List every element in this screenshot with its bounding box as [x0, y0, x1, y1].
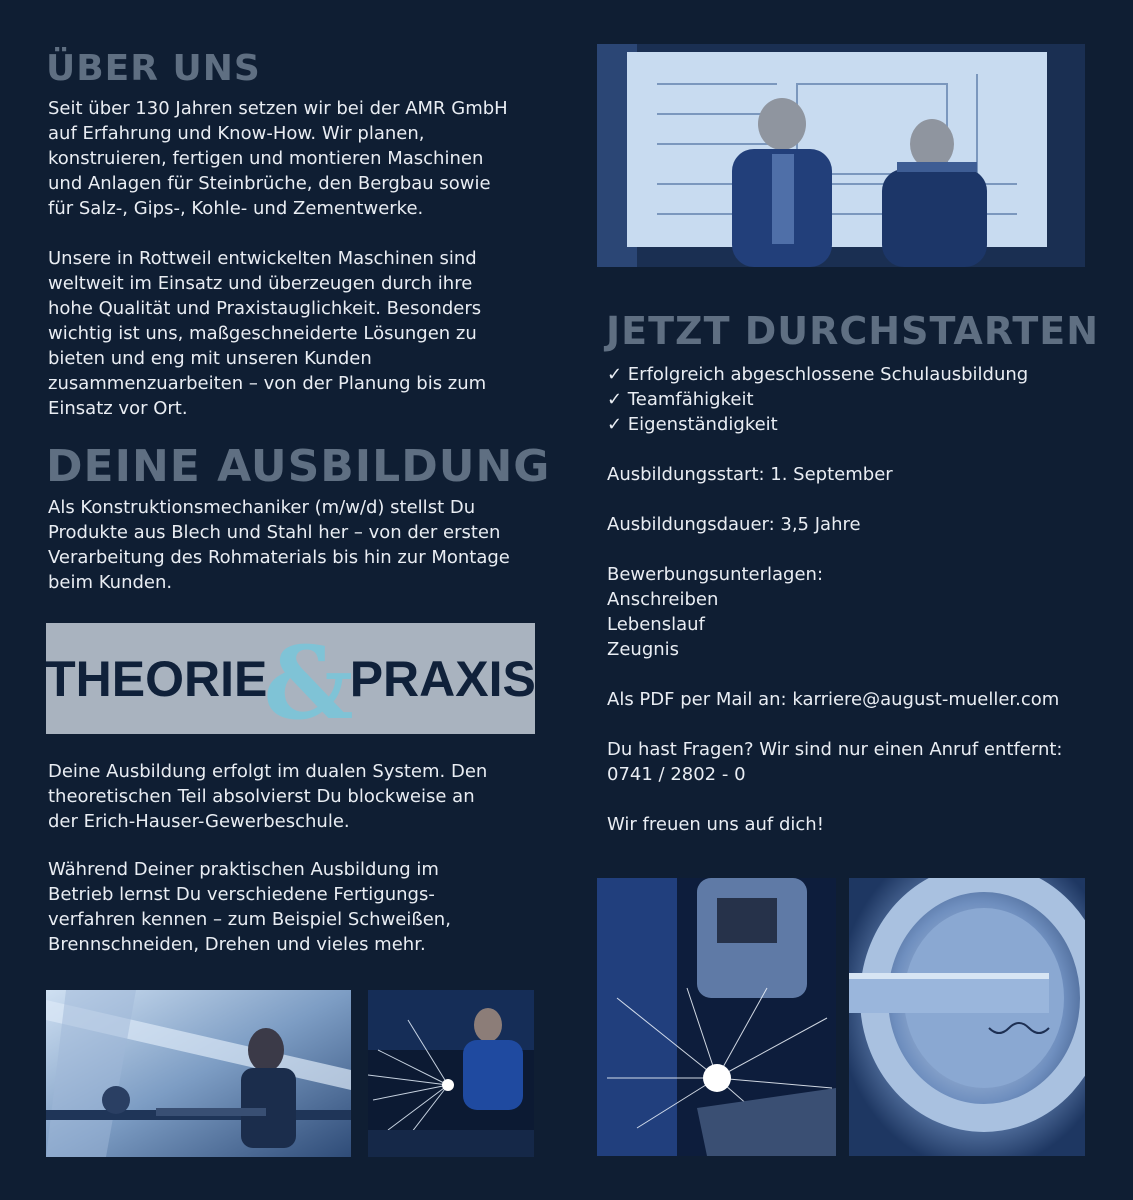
documents-label: Bewerbungsunterlagen:: [607, 564, 824, 585]
badge-praxis: PRAXIS: [349, 650, 536, 707]
about-paragraph-1: Seit über 130 Jahren setzen wir bei der AMR GmbH auf Erfahrung und Know-How. Wir planen, konstruieren, fertigen und montieren Maschinen und Anlagen für Steinbrüche, den Bergbau sowie für Salz-, Gips-, Kohle- und Zementwerke.: [48, 98, 508, 219]
dual-paragraph-2: Während Deiner praktischen Ausbildung im Betrieb lernst Du verschiedene Fertigungs- verfahren kennen – zum Beispiel Schweißen, Brennschneiden, Drehen und vieles mehr.: [48, 859, 451, 955]
document-item: Lebenslauf: [607, 614, 705, 635]
training-duration: Ausbildungsdauer: 3,5 Jahre: [607, 514, 861, 535]
document-item: Anschreiben: [607, 589, 719, 610]
dual-paragraph-1: Deine Ausbildung erfolgt im dualen System. Den theoretischen Teil absolvierst Du blockweise an der Erich-Hauser-Gewerbeschule.: [48, 761, 488, 832]
metalwork-photo: [46, 990, 351, 1157]
questions-text: Du hast Fragen? Wir sind nur einen Anruf entfernt:: [607, 739, 1063, 760]
badge-ampersand: &: [263, 623, 354, 742]
grinding-photo: [368, 990, 534, 1157]
mail-prefix: Als PDF per Mail an:: [607, 689, 793, 710]
mail-line: [607, 687, 1059, 712]
phone-number[interactable]: 0741 / 2802 - 0: [607, 764, 746, 785]
requirements-list: [607, 362, 1028, 437]
about-paragraph-2: Unsere in Rottweil entwickelten Maschinen sind weltweit im Einsatz und überzeugen durch ihre hohe Qualität und Praxistauglichkeit. Besonders wichtig ist uns, maßgeschneiderte Lösungen zu bieten und eng mit unseren Kunden zusammenzuarbeiten – von der Planung bis zum Einsatz vor Ort.: [48, 248, 487, 419]
about-title: ÜBER UNS: [46, 48, 261, 89]
training-paragraph: Als Konstruktionsmechaniker (m/w/d) stellst Du Produkte aus Blech und Stahl her – von der ersten Verarbeitung des Rohmaterials bis hin zur Montage beim Kunden.: [48, 497, 510, 593]
pipe-machining-photo: [849, 878, 1085, 1156]
engineers-blueprint-photo: [597, 44, 1085, 267]
badge-theorie: THEORIE: [45, 650, 268, 707]
training-start: Ausbildungsstart: 1. September: [607, 464, 893, 485]
requirement-item: ✓ Erfolgreich abgeschlossene Schulausbildung: [607, 364, 1029, 385]
training-title: DEINE AUSBILDUNG: [46, 441, 551, 492]
theorie-praxis-badge: [45, 623, 536, 742]
closing-text: Wir freuen uns auf dich!: [607, 814, 824, 835]
requirement-item: ✓ Eigenständigkeit: [607, 414, 778, 435]
requirement-item: ✓ Teamfähigkeit: [607, 389, 754, 410]
start-title: JETZT DURCHSTARTEN: [606, 309, 1100, 353]
document-item: Zeugnis: [607, 639, 680, 660]
mail-link[interactable]: karriere@august-mueller.com: [792, 689, 1060, 710]
welding-photo: [597, 878, 836, 1156]
